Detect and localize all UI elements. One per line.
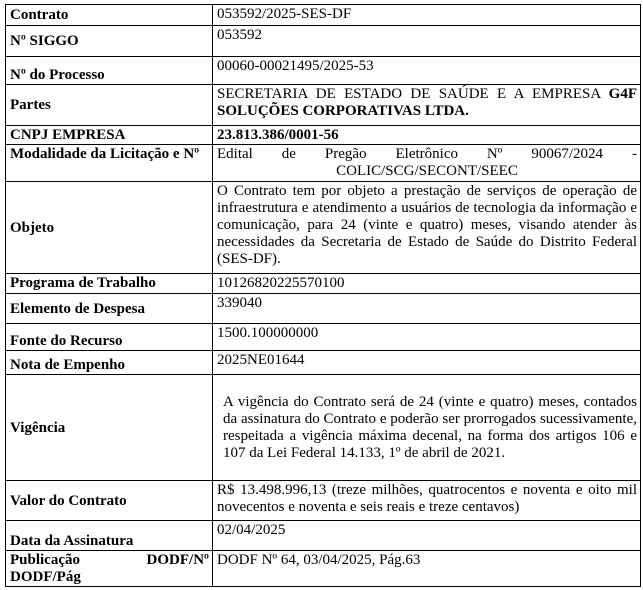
contract-summary-table [5,4,641,587]
modalidade-line-1: Edital de Pregão Eletrônico Nº 90067/2024 - [217,146,637,162]
value-programa: 10126820225570100 [213,274,641,294]
label-programa: Programa de Trabalho [6,274,213,294]
cnpj-number: 23.813.386/0001-56 [217,127,339,143]
row-fonte [6,324,641,351]
row-valor [6,481,641,521]
label-cnpj: CNPJ EMPRESA [6,126,213,145]
value-partes [213,85,641,126]
partes-line-2 [217,103,637,120]
label-contrato: Contrato [6,5,213,26]
row-programa [6,274,641,294]
label-objeto: Objeto [6,182,213,274]
row-assinatura [6,521,641,551]
value-processo: 00060-00021495/2025-53 [213,57,641,85]
row-vigencia [6,375,641,481]
value-modalidade [213,145,641,182]
label-elemento: Elemento de Despesa [6,294,213,324]
label-processo: Nº do Processo [6,57,213,85]
label-empenho: Nota de Empenho [6,351,213,375]
label-valor: Valor do Contrato [6,481,213,521]
row-partes [6,85,641,126]
publicacao-label-part2: DODF/Nº [146,552,209,568]
modalidade-line-2: COLIC/SCG/SECONT/SEEC [336,163,518,179]
value-contrato: 053592/2025-SES-DF [213,5,641,26]
value-publicacao: DODF Nº 64, 03/04/2025, Pág.63 [213,551,641,587]
row-contrato [6,5,641,26]
value-valor: R$ 13.498.996,13 (treze milhões, quatrocentos e noventa e oito mil novecentos e noventa e seis reais e treze centavos) [213,481,641,521]
publicacao-label-part1: Publicação [10,552,80,568]
row-modalidade [6,145,641,182]
label-assinatura: Data da Assinatura [6,521,213,551]
row-empenho [6,351,641,375]
publicacao-label-line-2: DODF/Pág [10,569,81,585]
label-modalidade: Modalidade da Licitação e Nº [6,145,213,182]
label-publicacao [6,551,213,587]
row-siggo [6,26,641,57]
label-partes: Partes [6,85,213,126]
partes-line-1 [217,86,637,103]
value-elemento: 339040 [213,294,641,324]
row-cnpj [6,126,641,145]
partes-company-start: G4F [608,86,637,102]
label-siggo: Nº SIGGO [6,26,213,57]
value-objeto: O Contrato tem por objeto a prestação de serviços de operação de infraestrutura e atendimento a usuários de tecnologia da informação e comunicação, para 24 (vinte e quatro) meses, visando atender às necessidades da Secretaria de Estado de Saúde do Distrito Federal (SES-DF). [213,182,641,274]
partes-company-end: SOLUÇÕES CORPORATIVAS LTDA. [217,103,469,119]
row-elemento [6,294,641,324]
value-cnpj [213,126,641,145]
value-siggo: 053592 [213,26,641,57]
value-empenho: 2025NE01644 [213,351,641,375]
row-publicacao [6,551,641,587]
partes-text: SECRETARIA DE ESTADO DE SAÚDE E A EMPRESA [217,86,609,102]
row-objeto [6,182,641,274]
label-vigencia: Vigência [6,375,213,481]
publicacao-label-line-1 [10,552,209,569]
value-vigencia: A vigência do Contrato será de 24 (vinte e quatro) meses, contados da assinatura do Contrato e poderão ser prorrogados sucessivamente, respeitada a vigência máxima decenal, na forma dos artigos 106 e 107 da Lei Federal 14.133, 1º de abril de 2021. [213,375,641,481]
row-processo [6,57,641,85]
value-fonte: 1500.100000000 [213,324,641,351]
label-fonte: Fonte do Recurso [6,324,213,351]
value-assinatura: 02/04/2025 [213,521,641,551]
